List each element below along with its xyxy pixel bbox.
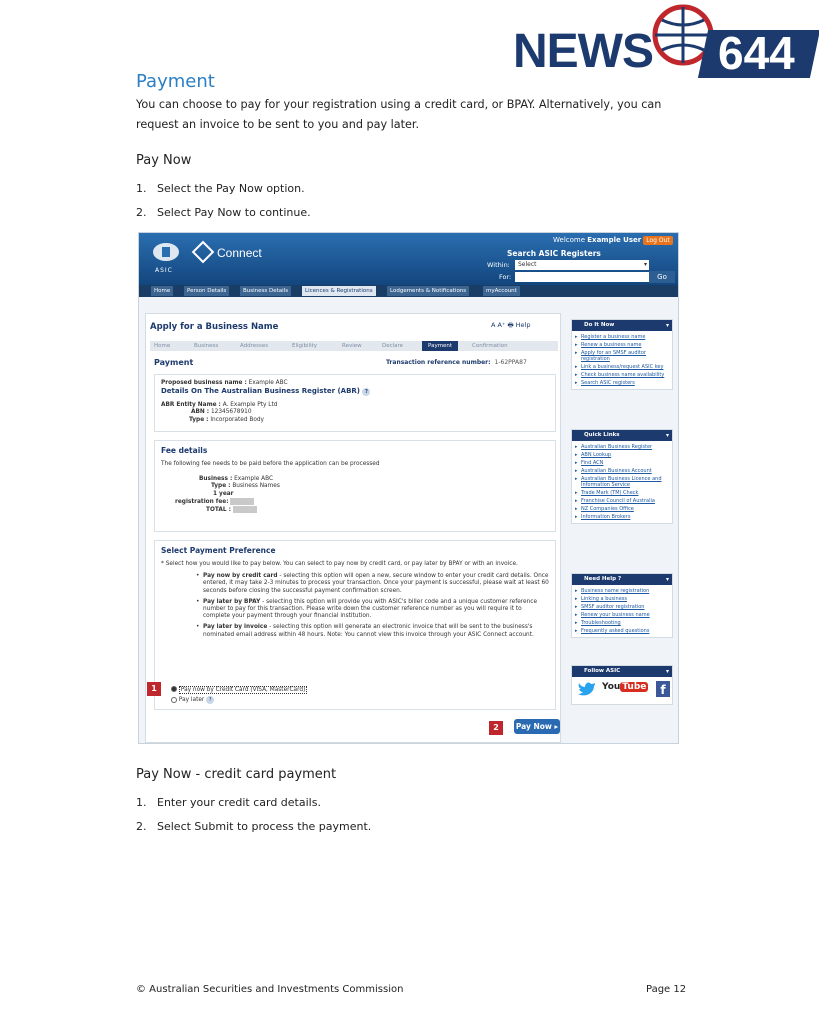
connect-logo-icon <box>192 241 215 264</box>
sidebar-link[interactable]: ▸ Search ASIC registers <box>572 379 672 387</box>
step-home: Home <box>154 343 171 349</box>
pay-now-button[interactable]: Pay Now ▸ <box>514 719 560 734</box>
fee-value-redacted <box>230 498 254 505</box>
fee-details-box: Fee details The following fee needs to be paid before the application can be processed Business : Example ABC Type : Business Names 1 year registration fee: TOTAL : <box>154 440 556 532</box>
logo-number: 644 <box>718 27 795 79</box>
section-heading: Payment <box>136 71 215 92</box>
sidebar-link[interactable]: ▸ Australian Business Licence and Information Service <box>572 475 672 489</box>
pay-now-step-1: 1. Select the Pay Now option. <box>136 182 305 195</box>
within-label: Within: <box>487 261 510 269</box>
nav-home[interactable]: Home <box>151 286 173 296</box>
sidebar-link[interactable]: ▸ Troubleshooting <box>572 619 672 627</box>
follow-asic-box <box>571 665 673 705</box>
sidebar-link[interactable]: ▸ Find ACN <box>572 459 672 467</box>
payment-heading: Payment <box>154 358 194 367</box>
option-credit-card-desc: • Pay now by credit card - selecting this option will open a new, secure window to enter your credit card details. Once entered, it may take 2-3 minutes to process your transaction. Once your payment is successful, please wait at least 60 seconds before closing the successful payment confirmation screen. <box>196 573 549 594</box>
sidebar-link[interactable]: ▸ Check business name availability <box>572 371 672 379</box>
preference-heading: Select Payment Preference <box>161 546 276 555</box>
main-nav <box>139 285 679 297</box>
sidebar-link[interactable]: ▸ ABN Lookup <box>572 451 672 459</box>
progress-steps <box>150 341 558 351</box>
connect-title: Connect <box>217 246 262 260</box>
facebook-icon[interactable]: f <box>656 681 670 697</box>
step-addresses: Addresses <box>240 343 269 349</box>
search-registers-title: Search ASIC Registers <box>507 249 601 258</box>
radio-unselected-icon[interactable] <box>171 697 177 703</box>
main-panel <box>145 313 561 743</box>
sidebar-link[interactable]: ▸ NZ Companies Office <box>572 505 672 513</box>
nav-lodgements[interactable]: Lodgements & Notifications <box>387 286 469 296</box>
logout-button[interactable]: Log Out <box>643 236 673 245</box>
sidebar-link[interactable]: ▸ Renew your business name <box>572 611 672 619</box>
for-label: For: <box>499 273 512 281</box>
apply-title: Apply for a Business Name <box>150 322 279 332</box>
footer-copyright: © Australian Securities and Investments Commission <box>136 984 404 995</box>
need-help-title[interactable]: Need Help ? ▾ <box>572 574 672 585</box>
help-icon[interactable]: ? <box>206 696 214 704</box>
cc-step-1: 1. Enter your credit card details. <box>136 796 321 809</box>
payment-preference-box <box>154 540 556 710</box>
asic-banner <box>139 233 679 285</box>
callout-badge-1: 1 <box>147 682 161 696</box>
do-it-now-box <box>571 319 673 390</box>
footer-page-number: Page 12 <box>646 984 687 995</box>
asic-label: ASIC <box>155 267 173 274</box>
fee-heading: Fee details <box>161 446 208 455</box>
nav-business-details[interactable]: Business Details <box>240 286 291 296</box>
help-icon[interactable]: ? <box>362 388 370 396</box>
youtube-icon[interactable]: You Tube <box>602 682 647 692</box>
news644-logo <box>513 0 819 84</box>
step-confirmation: Confirmation <box>472 343 508 349</box>
search-input[interactable] <box>515 272 649 282</box>
sidebar-link[interactable]: ▸ Apply for an SMSF auditor registration <box>572 349 672 363</box>
fee-note: The following fee needs to be paid before the application can be processed <box>161 461 380 467</box>
sidebar-link[interactable]: ▸ Franchise Council of Australia <box>572 497 672 505</box>
sidebar-link[interactable]: ▸ Business name registration <box>572 587 672 595</box>
logo-word: NEWS <box>513 25 653 78</box>
go-button[interactable]: Go <box>649 271 675 283</box>
sidebar-link[interactable]: ▸ Trade Mark (TM) Check <box>572 489 672 497</box>
preference-intro: * Select how you would like to pay below. You can select to pay now by credit card, or pay later by BPAY or with an invoice. <box>161 561 518 567</box>
callout-badge-2: 2 <box>489 721 503 735</box>
radio-pay-later[interactable]: Pay later ? <box>171 696 214 704</box>
sidebar-link[interactable]: ▸ Renew a business name <box>572 341 672 349</box>
asic-connect-screenshot <box>138 232 679 744</box>
cc-payment-heading: Pay Now - credit card payment <box>136 767 337 782</box>
do-it-now-title[interactable]: Do It Now ▾ <box>572 320 672 331</box>
sidebar-link[interactable]: ▸ Frequently asked questions <box>572 627 672 635</box>
coat-of-arms-icon <box>151 241 181 263</box>
option-bpay-desc: • Pay later by BPAY - selecting this option will provide you with ASIC's biller code and a unique customer reference number to pay for this transaction. Please write down the customer reference number as you will require it to complete your payment through your financial institution. <box>196 598 538 620</box>
radio-selected-icon[interactable] <box>171 686 177 692</box>
option-invoice-desc: • Pay later by invoice - selecting this option will generate an electronic invoice that will be sent to the business's nominated email address within 48 hours. Note: You cannot view this invoice through your ASIC Connect account. <box>196 624 534 638</box>
sidebar-link[interactable]: ▸ SMSF auditor registration <box>572 603 672 611</box>
transaction-reference: Transaction reference number: 1-62PPA87 <box>386 359 527 366</box>
chevron-down-icon: ▾ <box>643 261 647 268</box>
nav-person-details[interactable]: Person Details <box>184 286 229 296</box>
welcome-text: Welcome Example User Log Out <box>553 236 673 245</box>
quick-links-title[interactable]: Quick Links ▾ <box>572 430 672 441</box>
step-declare: Declare <box>382 343 404 349</box>
sidebar-link[interactable]: ▸ Australian Business Account <box>572 467 672 475</box>
nav-licences-registrations[interactable]: Licences & Registrations <box>302 286 376 296</box>
cc-step-2: 2. Select Submit to process the payment. <box>136 820 372 833</box>
step-eligibility: Eligibility <box>292 343 318 349</box>
business-details-box: Proposed business name : Example ABC Details On The Australian Business Register (ABR) ? ABR Entity Name : A. Example Pty Ltd ABN : 12345678910 Type : Incorporated Body <box>154 374 556 432</box>
sidebar-link[interactable]: ▸ Linking a business <box>572 595 672 603</box>
radio-pay-now[interactable]: Pay now by Credit Card (VISA, MasterCard) <box>171 686 307 694</box>
page-tools[interactable]: A A⁺ 🖶 Help <box>491 321 531 329</box>
pay-now-heading: Pay Now <box>136 153 192 168</box>
sidebar-link[interactable]: ▸ Information Brokers <box>572 513 672 521</box>
pay-now-step-2: 2. Select Pay Now to continue. <box>136 206 311 219</box>
step-payment: Payment <box>422 341 458 351</box>
nav-myaccount[interactable]: myAccount <box>483 286 520 296</box>
within-select[interactable]: Select ▾ <box>515 260 649 270</box>
abr-heading: Details On The Australian Business Register (ABR) ? <box>161 387 549 396</box>
sidebar-link[interactable]: ▸ Link a business/request ASIC key <box>572 363 672 371</box>
step-review: Review <box>342 343 362 349</box>
quick-links-box <box>571 429 673 524</box>
total-value-redacted <box>233 506 257 513</box>
sidebar-link[interactable]: ▸ Register a business name <box>572 333 672 341</box>
sidebar-link[interactable]: ▸ Australian Business Register <box>572 443 672 451</box>
intro-paragraph: You can choose to pay for your registration using a credit card, or BPAY. Alternatively, you can request an invoice to be sent to you and pay later. <box>136 98 662 131</box>
follow-asic-title[interactable]: Follow ASIC ▾ <box>572 666 672 677</box>
need-help-box <box>571 573 673 638</box>
twitter-icon[interactable] <box>578 681 596 697</box>
step-business: Business <box>194 343 219 349</box>
